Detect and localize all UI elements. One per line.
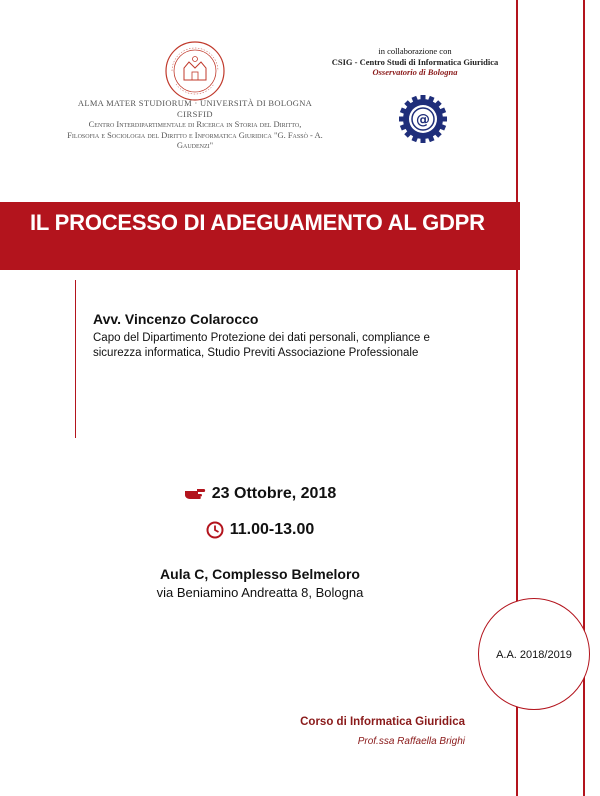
collaboration-intro: in collaborazione con [378,46,452,56]
page-title: IL PROCESSO DI ADEGUAMENTO AL GDPR [30,210,485,235]
course-name: Corso di Informatica Giuridica [300,716,465,728]
speaker-role: Capo del Dipartimento Protezione dei dati personali, compliance e sicurezza informatica, Studio Previti Associazione Professionale [93,332,430,359]
event-date-row [0,485,520,503]
clock-icon [206,521,224,539]
academic-year: A.A. 2018/2019 [496,649,572,661]
pointing-hand-icon [184,487,206,501]
university-block [60,98,330,151]
event-address: via Beniamino Andreatta 8, Bologna [156,585,364,600]
svg-text:@: @ [416,112,430,128]
department-line-1: Centro Interdipartimentale di Ricerca in Storia del Diritto, [88,119,302,129]
event-time-row [0,521,520,539]
left-vertical-line [75,280,76,438]
event-venue: Aula C, Complesso Belmeloro [160,566,360,582]
department-line-2: Filosofia e Sociologia del Diritto e Informatica Giuridica "G. Fassò - A. Gaudenzi" [67,129,323,150]
professor-name: Prof.ssa Raffaella Brighi [357,736,465,747]
event-time: 11.00-13.00 [229,521,315,539]
university-name: ALMA MATER STUDIORUM · UNIVERSITÀ DI BOLOGNA [77,98,313,108]
collaboration-partner: CSIG - Centro Studi di Informatica Giuridica [331,56,499,67]
department-acronym: CIRSFID [176,108,214,119]
csig-gear-logo-icon [398,94,448,144]
collaboration-observatory: Osservatorio di Bologna [372,67,458,77]
collaboration-block [300,46,530,78]
university-seal-icon [164,40,226,102]
speaker-name: Avv. Vincenzo Colarocco [93,311,259,327]
event-date: 23 Ottobre, 2018 [211,485,337,502]
